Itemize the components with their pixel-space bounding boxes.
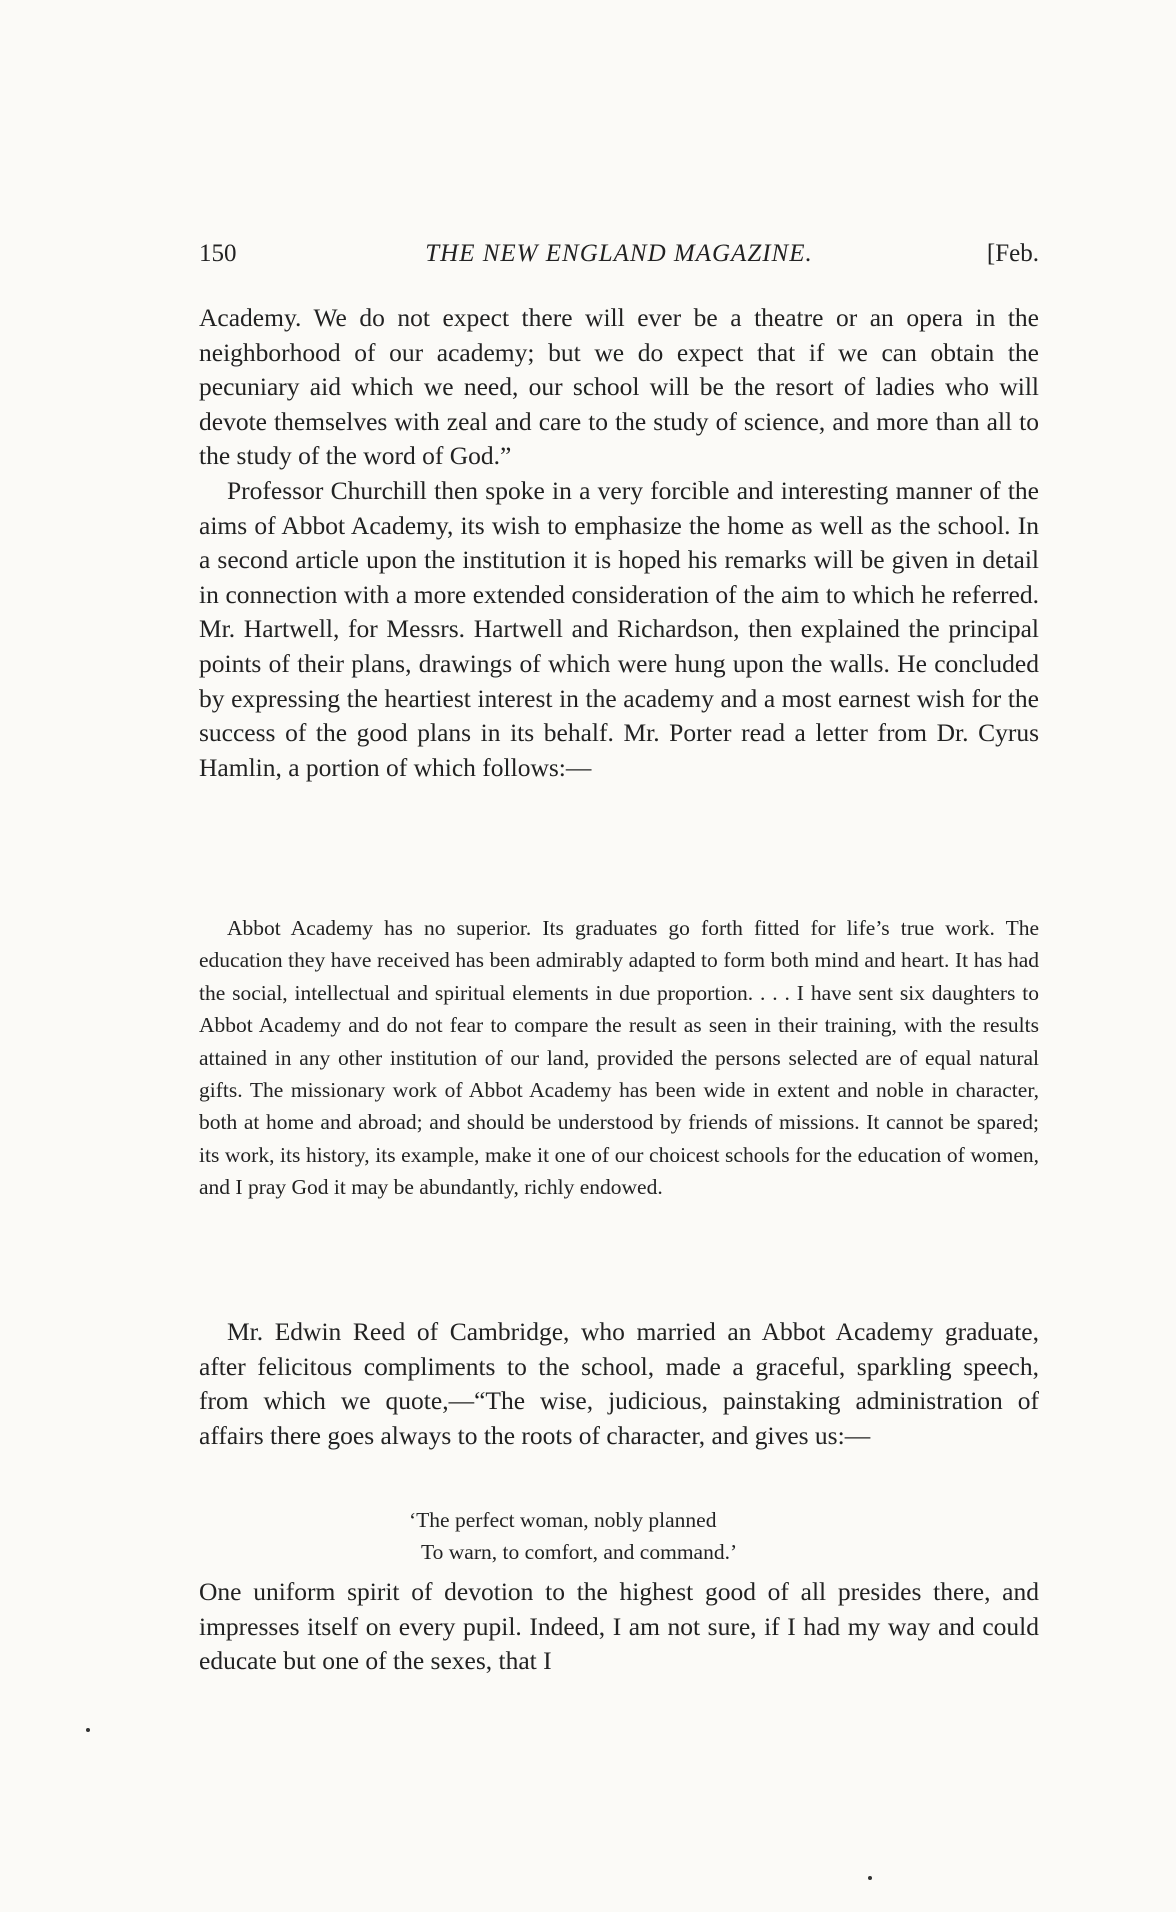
verse-quote (409, 1504, 737, 1568)
verse-line: ‘The perfect woman, nobly planned (409, 1508, 717, 1532)
running-title: THE NEW ENGLAND MAGAZINE. (425, 240, 813, 267)
paragraph: Professor Churchill then spoke in a very forcible and interesting manner of the aims of Abbot Academy, its wish to emphasize the home as well as the school. In a second article upon the institution it is hoped his remarks will be given in detail in connection with a more extended consideration of the aim to which he referred. Mr. Hartwell, for Messrs. Hartwell and Richardson, then explained the principal points of their plans, drawings of which were hung upon the walls. He concluded by expressing the heartiest interest in the academy and a most earnest wish for the success of the good plans in its behalf. Mr. Porter read a letter from Dr. Cyrus Hamlin, a portion of which follows:— (199, 475, 1039, 782)
text-block-1 (199, 301, 1039, 785)
paragraph: Academy. We do not expect there will ever be a theatre or an opera in the neighborhood of our academy; but we do expect that if we can obtain the pecuniary aid which we need, our school will be the resort of ladies who will devote themselves with zeal and care to the study of science, and more than all to the study of the word of God.” (199, 303, 1039, 471)
verse-line: To warn, to comfort, and command.’ (421, 1540, 738, 1564)
letter-text: Abbot Academy has no superior. Its graduates go forth fitted for life’s true work. The education they have received has been admirably adapted to form both mind and heart. It has had the social, intellectual and spiritual elements in due proportion. . . . I have sent six daughters to Abbot Academy and do not fear to compare the result as seen in their training, with the results attained in any other institution of our land, provided the persons selected are of equal natural gifts. The missionary work of Abbot Academy has been wide in extent and noble in character, both at home and abroad; and should be understood by friends of missions. It cannot be spared; its work, its history, its example, make it one of our choicest schools for the education of women, and I pray God it may be abundantly, richly endowed. (199, 916, 1039, 1200)
issue-month: [Feb. (986, 240, 1039, 267)
paragraph: One uniform spirit of devotion to the highest good of all presides there, and impresses itself on every pupil. Indeed, I am not sure, if I had my way and could educate but one of the sexes, that I (199, 1577, 1039, 1676)
page-number: 150 (199, 240, 237, 267)
print-speck (86, 1728, 90, 1732)
paragraph: Mr. Edwin Reed of Cambridge, who married an Abbot Academy graduate, after felicitous compliments to the school, made a graceful, sparkling speech, from which we quote,—“The wise, judicious, painstaking administration of affairs there goes always to the roots of character, and gives us:— (199, 1317, 1039, 1450)
print-speck (868, 1876, 872, 1880)
letter-extract (199, 912, 1039, 1204)
text-block-3 (199, 1575, 1039, 1679)
text-block-2 (199, 1315, 1039, 1453)
page-header (199, 240, 1039, 280)
